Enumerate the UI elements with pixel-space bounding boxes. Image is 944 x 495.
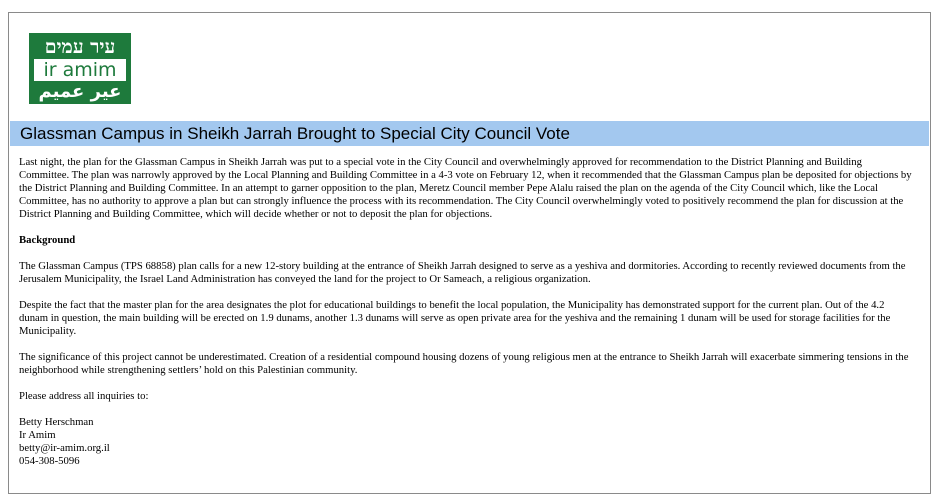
page-frame [8, 12, 931, 494]
title-bar [10, 121, 929, 146]
page-title: Glassman Campus in Sheikh Jarrah Brought to Special City Council Vote [20, 124, 570, 143]
significance-paragraph: The significance of this project cannot be underestimated. Creation of a residential compound housing dozens of young religious men at the entrance to Sheikh Jarrah will exacerbate simmering tensions in the neighborhood while strengthening settlers’ hold on this Palestinian community. [19, 351, 909, 376]
contact-name: Betty Herschman [19, 416, 94, 428]
contact-block [19, 416, 914, 468]
contact-organization: Ir Amim [19, 429, 56, 441]
background-paragraph-1: The Glassman Campus (TPS 68858) plan calls for a new 12-story building at the entrance of Sheikh Jarrah designed to serve as a yeshiva and dormitories. According to recently reviewed documents from the Jerusalem Municipality, the Israel Land Administration has conveyed the land for the project to Or Sameach, a religious organization. [19, 260, 906, 285]
logo-english-text: ir amim [34, 59, 126, 81]
logo-hebrew-text: עיר עמים [44, 36, 116, 58]
logo-arabic-text: عير عميم [38, 81, 122, 102]
ir-amim-logo [29, 33, 131, 104]
background-heading: Background [19, 234, 76, 246]
contact-phone: 054-308-5096 [19, 455, 80, 467]
article-body [19, 156, 914, 481]
intro-paragraph: Last night, the plan for the Glassman Campus in Sheikh Jarrah was put to a special vote in the City Council and overwhelmingly approved for recommendation to the District Planning and Building Committee. The plan was narrowly approved by the Local Planning and Building Committee in a 4-3 vote on February 12, when it recommended that the Glassman Campus plan be deposited for objections by the District Planning and Building Committee. In an attempt to garner opposition to the plan, Meretz Council member Pepe Alalu raised the plan on the agenda of the City Council which, like the Local Committee, has no authority to approve a plan but can strongly influence the process with its recommendation. The City Council overwhelmingly voted to positively recommend the plan for discussion at the District Planning and Building Committee, which will decide whether or not to deposit the plan for objections. [19, 156, 912, 220]
inquiries-line: Please address all inquiries to: [19, 390, 149, 402]
contact-email: betty@ir-amim.org.il [19, 442, 110, 454]
background-paragraph-2: Despite the fact that the master plan for the area designates the plot for educational buildings to benefit the local population, the Municipality has demonstrated support for the current plan. Out of the 4.2 dunam in question, the main building will be erected on 1.9 dunams, another 1.3 dunams will serve as open private area for the yeshiva and the remaining 1 dunam will be used for storage facilities for the Municipality. [19, 299, 891, 337]
